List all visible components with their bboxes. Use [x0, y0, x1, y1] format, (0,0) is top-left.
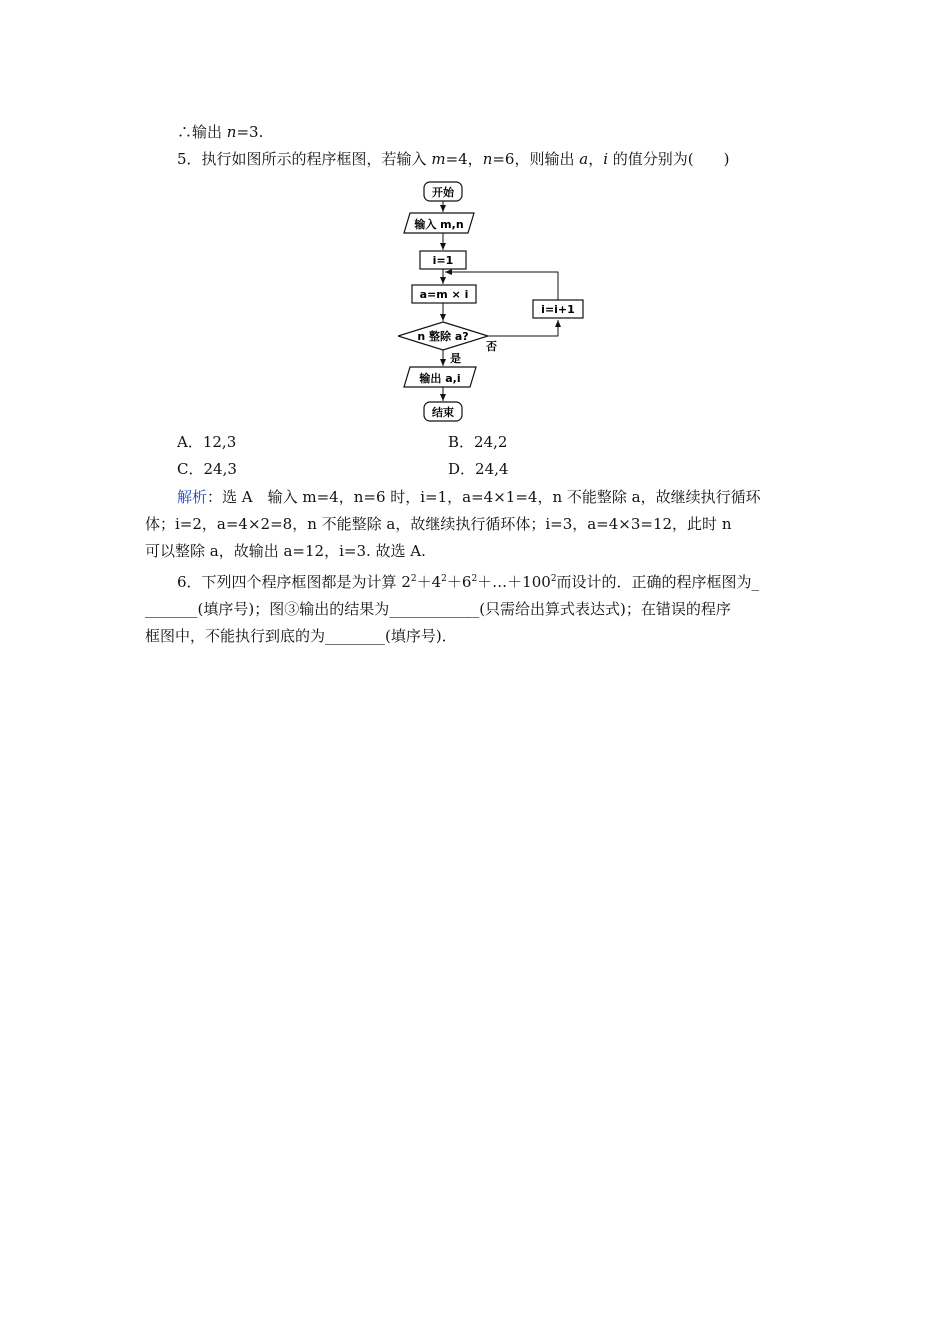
stem-text: ＋…＋100 — [477, 573, 551, 591]
stem-text: ＋6 — [446, 573, 472, 591]
option-d — [448, 459, 508, 479]
option-a — [177, 432, 236, 452]
option-value: 24,4 — [475, 460, 509, 478]
exponent: 2 — [410, 574, 417, 584]
question-6-line-3 — [145, 626, 457, 646]
init-label: i=1 — [432, 254, 454, 267]
solution-text: ：选 A 输入 m=4，n=6 时，i=1，a=4×1=4，n 不能整除 a，故继续执行循环 — [207, 488, 761, 506]
question-6-stem — [177, 572, 759, 592]
solution-line-2 — [145, 514, 732, 534]
option-value: 24,3 — [203, 460, 237, 478]
stem-text: =6，则输出 — [492, 150, 580, 168]
stem-text: _______(填序号)；图③输出的结果为____________(只需给出算式表达式)；在错误的程序 — [145, 600, 731, 618]
solution-label: 解析 — [177, 488, 208, 506]
option-c — [177, 459, 237, 479]
stem-text: =4， — [445, 150, 483, 168]
exponent: 2 — [550, 574, 557, 584]
question-number: 6． — [177, 573, 202, 591]
solution-text: 体；i=2，a=4×2=8，n 不能整除 a，故继续执行循环体；i=3，a=4×3=12，此时 n — [145, 515, 732, 533]
end-label: 结束 — [432, 406, 454, 419]
solution-line-3 — [145, 541, 426, 561]
yes-label: 是 — [450, 352, 461, 365]
option-value: 12,3 — [202, 433, 237, 451]
question-number: 5． — [177, 150, 202, 168]
output-label: 输出 a,i — [419, 372, 461, 385]
question-6-line-2 — [145, 599, 731, 619]
option-label: C． — [177, 460, 204, 478]
stem-text: 下列四个程序框图都是为计算 2 — [201, 573, 411, 591]
exponent: 2 — [441, 574, 447, 584]
conclusion-var: n — [226, 123, 237, 141]
option-b — [448, 432, 507, 452]
flowchart — [398, 178, 618, 428]
option-value: 24,2 — [474, 433, 508, 451]
option-label: A． — [177, 433, 203, 451]
solution-text: 可以整除 a，故输出 a=12，i=3. 故选 A. — [145, 542, 426, 560]
question-5-stem — [177, 149, 730, 169]
stem-text: 而设计的．正确的程序框图为_ — [556, 573, 760, 591]
input-label: 输入 m,n — [414, 218, 464, 231]
stem-text: ＋4 — [416, 573, 442, 591]
stem-text: ， — [588, 150, 604, 168]
solution-line-1 — [177, 487, 761, 507]
option-label: D． — [448, 460, 476, 478]
start-label: 开始 — [432, 186, 454, 199]
var-n: n — [482, 150, 493, 168]
conclusion-suffix: =3. — [236, 123, 264, 141]
conclusion-prefix: ∴输出 — [177, 123, 227, 141]
no-label: 否 — [486, 340, 497, 353]
stem-text: 执行如图所示的程序框图，若输入 — [201, 150, 432, 168]
assign-label: a=m × i — [419, 288, 469, 301]
increment-label: i=i+1 — [541, 303, 575, 316]
var-m: m — [431, 150, 446, 168]
stem-text: 的值分别为( ) — [608, 150, 730, 168]
previous-conclusion — [177, 122, 263, 142]
option-label: B． — [448, 433, 475, 451]
exponent: 2 — [471, 574, 478, 584]
stem-text: 框图中，不能执行到底的为________(填序号)． — [145, 627, 457, 645]
var-a: a — [579, 150, 589, 168]
decision-label: n 整除 a? — [417, 330, 469, 343]
var-i: i — [603, 150, 609, 168]
